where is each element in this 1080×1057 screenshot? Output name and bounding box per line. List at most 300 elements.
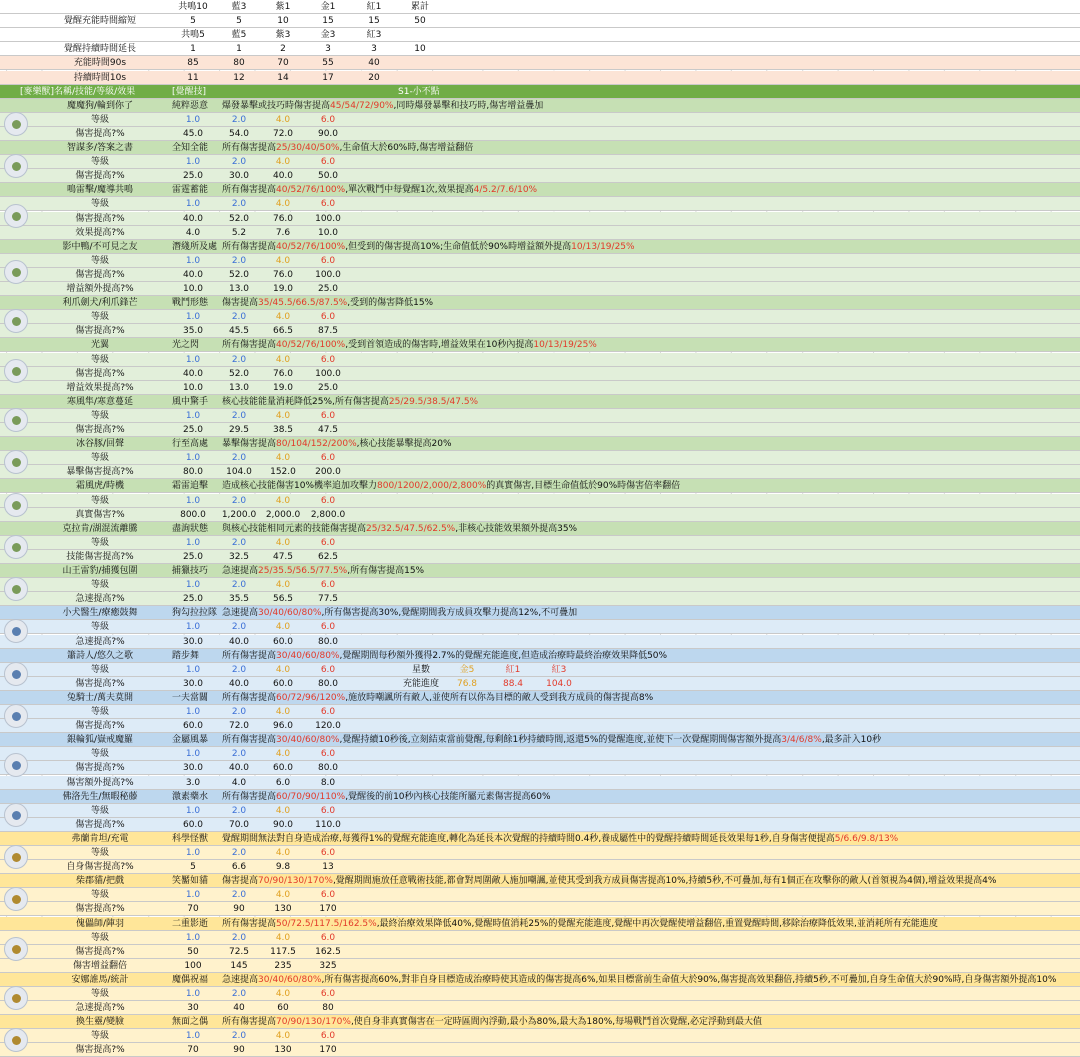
stat-cell[interactable]: 6.6 <box>231 862 247 873</box>
stat-cell[interactable]: 90 <box>233 1045 245 1056</box>
level-cell[interactable]: 4.0 <box>275 312 291 323</box>
monster-name[interactable]: 柴郡貓/把戲 <box>75 876 125 887</box>
stat-label[interactable]: 暴擊傷害提高?% <box>66 467 134 478</box>
stat-cell[interactable]: 80.0 <box>182 467 204 478</box>
value-cell[interactable]: 3 <box>325 44 331 55</box>
level-label[interactable]: 等級 <box>90 157 109 168</box>
skill-desc[interactable] <box>222 141 473 155</box>
stat-label[interactable]: 傷害提高?% <box>75 213 125 224</box>
stat-cell[interactable]: 62.5 <box>317 551 339 562</box>
stat-cell[interactable]: 25.0 <box>317 284 339 294</box>
value-cell[interactable]: 85 <box>187 58 199 69</box>
monster-name[interactable]: 利爪劍犬/利爪鋒芒 <box>62 298 138 309</box>
level-cell[interactable]: 2.0 <box>231 255 247 266</box>
skill-desc[interactable] <box>222 973 1056 987</box>
stat-label[interactable]: 傷害提高?% <box>75 171 125 182</box>
level-label[interactable]: 等級 <box>90 932 109 943</box>
skill-desc[interactable] <box>222 437 452 451</box>
stat-cell[interactable]: 87.5 <box>317 326 339 337</box>
value-cell[interactable]: 3 <box>371 44 377 55</box>
level-cell[interactable]: 4.0 <box>275 932 291 943</box>
level-cell[interactable]: 1.0 <box>185 890 201 901</box>
stat-cell[interactable]: 2,000.0 <box>265 509 301 520</box>
monster-name[interactable]: 傀儡師/陣羽 <box>75 918 125 929</box>
value-cell[interactable]: 藍5 <box>231 30 247 41</box>
value-cell[interactable]: 10 <box>414 44 426 55</box>
value-cell[interactable]: 紅1 <box>366 2 382 12</box>
stat-cell[interactable]: 47.5 <box>317 425 339 435</box>
skill-desc[interactable] <box>222 564 424 578</box>
stat-cell[interactable]: 10.0 <box>182 284 204 294</box>
value-cell[interactable]: 55 <box>322 58 334 69</box>
stat-label[interactable]: 自身傷害提高?% <box>66 862 134 873</box>
level-cell[interactable]: 2.0 <box>231 989 247 999</box>
stat-label[interactable]: 傷害提高?% <box>75 721 125 732</box>
level-cell[interactable]: 1.0 <box>185 255 201 266</box>
stat-cell[interactable]: 56.5 <box>272 594 294 605</box>
level-cell[interactable]: 6.0 <box>320 749 336 760</box>
monster-name[interactable]: 換生靈/變臉 <box>75 1017 125 1028</box>
level-cell[interactable]: 4.0 <box>275 749 291 760</box>
skill-name[interactable]: 二重影逝 <box>172 918 209 929</box>
level-cell[interactable]: 2.0 <box>231 580 247 591</box>
skill-name[interactable]: 捕獵技巧 <box>172 566 209 576</box>
skill-name[interactable]: 無面之偶 <box>172 1017 209 1028</box>
stat-cell[interactable]: 76.0 <box>272 269 294 280</box>
skill-name[interactable]: 行至高處 <box>172 439 209 450</box>
level-cell[interactable]: 2.0 <box>231 664 247 675</box>
stat-cell[interactable]: 60.0 <box>272 678 294 689</box>
stat-cell[interactable]: 72.5 <box>228 946 250 957</box>
level-cell[interactable]: 4.0 <box>275 848 291 858</box>
level-cell[interactable]: 4.0 <box>275 664 291 675</box>
row-label[interactable]: 覺醒持續時間延長 <box>63 44 136 55</box>
stat-cell[interactable]: 66.5 <box>272 326 294 337</box>
stat-cell[interactable]: 120.0 <box>315 721 341 732</box>
stat-label[interactable]: 傷害增益翻倍 <box>72 960 127 971</box>
stat-cell[interactable]: 25.0 <box>182 425 204 435</box>
stat-label[interactable]: 增益效果提高?% <box>66 382 134 393</box>
stat-cell[interactable]: 50.0 <box>317 171 339 182</box>
value-cell[interactable]: 14 <box>277 72 289 83</box>
stat-cell[interactable]: 80.0 <box>317 636 339 647</box>
value-cell[interactable]: 1 <box>190 44 196 55</box>
stat-cell[interactable]: 30.0 <box>182 763 204 774</box>
level-cell[interactable]: 1.0 <box>185 1031 201 1042</box>
level-cell[interactable]: 6.0 <box>320 580 336 591</box>
stat-label[interactable]: 效果提高?% <box>75 227 125 238</box>
row-label[interactable]: 持續時間10s <box>73 72 127 83</box>
stat-cell[interactable]: 130 <box>274 904 292 915</box>
stat-cell[interactable]: 50 <box>187 946 199 957</box>
stat-label[interactable]: 傷害提高?% <box>75 1045 125 1056</box>
level-cell[interactable]: 2.0 <box>231 805 247 816</box>
stat-cell[interactable]: 29.5 <box>228 425 250 435</box>
level-cell[interactable]: 6.0 <box>320 199 336 210</box>
level-cell[interactable]: 6.0 <box>320 622 336 633</box>
stat-label[interactable]: 傷害提高?% <box>75 128 125 139</box>
stat-cell[interactable]: 76.0 <box>272 213 294 224</box>
row-label[interactable]: 充能時間90s <box>73 58 127 69</box>
monster-name[interactable]: 光翼 <box>90 340 109 351</box>
value-cell[interactable]: 1 <box>236 44 242 55</box>
stat-cell[interactable]: 13.0 <box>228 284 250 294</box>
charge-value[interactable]: 88.4 <box>502 678 524 689</box>
skill-desc[interactable] <box>222 790 551 804</box>
stat-cell[interactable]: 1,200.0 <box>221 509 257 520</box>
stat-cell[interactable]: 80.0 <box>317 763 339 774</box>
stat-cell[interactable]: 40.0 <box>228 763 250 774</box>
level-label[interactable]: 等級 <box>90 890 109 901</box>
charge-value[interactable]: 76.8 <box>456 678 478 689</box>
stat-cell[interactable]: 72.0 <box>228 721 250 732</box>
value-cell[interactable]: 紅3 <box>366 30 382 41</box>
level-label[interactable]: 等級 <box>90 255 109 266</box>
stat-cell[interactable]: 40.0 <box>182 213 204 224</box>
level-cell[interactable]: 2.0 <box>231 1031 247 1042</box>
stat-cell[interactable]: 162.5 <box>315 946 341 957</box>
level-cell[interactable]: 1.0 <box>185 199 201 210</box>
level-cell[interactable]: 1.0 <box>185 453 201 464</box>
monster-name[interactable]: 佛洛先生/無暇秘藤 <box>62 791 138 802</box>
skill-name[interactable]: 霜雷追擊 <box>172 481 209 492</box>
stat-cell[interactable]: 130 <box>274 1045 292 1056</box>
level-cell[interactable]: 2.0 <box>231 537 247 548</box>
level-cell[interactable]: 6.0 <box>320 707 336 717</box>
stat-cell[interactable]: 70 <box>187 904 199 915</box>
stat-cell[interactable]: 13.0 <box>228 382 250 393</box>
stat-cell[interactable]: 30 <box>187 1003 199 1014</box>
value-cell[interactable]: 金1 <box>320 2 336 12</box>
skill-name[interactable]: 戰鬥形態 <box>172 298 209 309</box>
stat-cell[interactable]: 40.0 <box>228 678 250 689</box>
stat-cell[interactable]: 6.0 <box>275 777 291 788</box>
level-cell[interactable]: 1.0 <box>185 410 201 421</box>
stat-cell[interactable]: 800.0 <box>180 509 206 520</box>
level-label[interactable]: 等級 <box>90 749 109 760</box>
stat-cell[interactable]: 152.0 <box>270 467 296 478</box>
level-cell[interactable]: 4.0 <box>275 354 291 365</box>
skill-name[interactable]: 雷霆蓄能 <box>172 185 209 196</box>
level-label[interactable]: 等級 <box>90 537 109 548</box>
stat-cell[interactable]: 90.0 <box>272 819 294 830</box>
stat-cell[interactable]: 52.0 <box>228 213 250 224</box>
stat-cell[interactable]: 4.0 <box>185 227 201 238</box>
stat-label[interactable]: 傷害提高?% <box>75 819 125 830</box>
stat-cell[interactable]: 117.5 <box>270 946 296 957</box>
value-cell[interactable]: 12 <box>233 72 245 83</box>
level-cell[interactable]: 6.0 <box>320 805 336 816</box>
skill-name[interactable]: 全知全能 <box>172 143 209 153</box>
stat-cell[interactable]: 30.0 <box>182 636 204 647</box>
value-cell[interactable]: 17 <box>322 72 334 83</box>
stat-cell[interactable]: 7.6 <box>275 227 291 238</box>
stat-cell[interactable]: 25.0 <box>182 171 204 182</box>
level-cell[interactable]: 4.0 <box>275 1031 291 1042</box>
stat-cell[interactable]: 40 <box>233 1003 245 1014</box>
stat-cell[interactable]: 200.0 <box>315 467 341 478</box>
skill-desc[interactable] <box>222 479 680 493</box>
skill-desc[interactable] <box>222 832 898 846</box>
level-label[interactable]: 等級 <box>90 1031 109 1042</box>
level-cell[interactable]: 2.0 <box>231 354 247 365</box>
monster-name[interactable]: 影中鴨/不可見之友 <box>62 241 138 252</box>
skill-desc[interactable] <box>222 733 881 747</box>
skill-name[interactable]: 風中驚手 <box>172 396 209 407</box>
star-tier[interactable]: 紅1 <box>505 664 521 675</box>
stat-cell[interactable]: 100.0 <box>315 368 341 379</box>
stat-cell[interactable]: 60.0 <box>182 721 204 732</box>
stat-cell[interactable]: 70 <box>187 1045 199 1056</box>
level-cell[interactable]: 1.0 <box>185 664 201 675</box>
skill-desc[interactable] <box>222 296 433 310</box>
stat-label[interactable]: 傷害提高?% <box>75 763 125 774</box>
skill-name[interactable]: 魔偶祝福 <box>172 974 209 985</box>
level-label[interactable]: 等級 <box>90 848 109 858</box>
skill-name[interactable]: 笑靨如貓 <box>172 876 209 887</box>
stat-cell[interactable]: 170 <box>319 904 337 915</box>
monster-name[interactable]: 智謀多/答案之書 <box>66 143 134 153</box>
level-label[interactable]: 等級 <box>90 312 109 323</box>
level-cell[interactable]: 4.0 <box>275 580 291 591</box>
stat-cell[interactable]: 60 <box>277 1003 289 1014</box>
level-label[interactable]: 等級 <box>90 453 109 464</box>
value-cell[interactable]: 40 <box>368 58 380 69</box>
level-label[interactable]: 等級 <box>90 580 109 591</box>
level-cell[interactable]: 6.0 <box>320 114 336 125</box>
stat-cell[interactable]: 19.0 <box>272 284 294 294</box>
skill-desc[interactable] <box>222 395 478 409</box>
stat-cell[interactable]: 30.0 <box>228 171 250 182</box>
monster-name[interactable]: 簫詩人/悠久之歌 <box>66 650 134 661</box>
stat-cell[interactable]: 19.0 <box>272 382 294 393</box>
monster-name[interactable]: 弗蘭肯坦/充電 <box>71 833 129 844</box>
stat-cell[interactable]: 25.0 <box>182 551 204 562</box>
skill-name[interactable]: 盡詢狀態 <box>172 523 209 534</box>
value-cell[interactable]: 2 <box>280 44 286 55</box>
level-label[interactable]: 等級 <box>90 664 109 675</box>
level-cell[interactable]: 2.0 <box>231 312 247 323</box>
stat-cell[interactable]: 70.0 <box>228 819 250 830</box>
stat-cell[interactable]: 25.0 <box>317 382 339 393</box>
level-cell[interactable]: 6.0 <box>320 157 336 168</box>
level-cell[interactable]: 4.0 <box>275 707 291 717</box>
stat-cell[interactable]: 52.0 <box>228 269 250 280</box>
stat-cell[interactable]: 45.5 <box>228 326 250 337</box>
monster-name[interactable]: 魔魔狗/輪到你了 <box>66 100 134 111</box>
stat-cell[interactable]: 38.5 <box>272 425 294 435</box>
stat-cell[interactable]: 40.0 <box>182 368 204 379</box>
stat-cell[interactable]: 10.0 <box>182 382 204 393</box>
stat-label[interactable]: 急速提高?% <box>75 636 125 647</box>
level-label[interactable]: 等級 <box>90 622 109 633</box>
row-label[interactable]: 覺醒充能時間縮短 <box>63 16 136 27</box>
level-label[interactable]: 等級 <box>90 199 109 210</box>
value-cell[interactable]: 紫1 <box>275 2 291 12</box>
stat-label[interactable]: 傷害額外提高?% <box>66 777 134 788</box>
stat-label[interactable]: 急速提高?% <box>75 594 125 605</box>
level-cell[interactable]: 2.0 <box>231 890 247 901</box>
level-cell[interactable]: 6.0 <box>320 255 336 266</box>
level-cell[interactable]: 4.0 <box>275 453 291 464</box>
skill-desc[interactable] <box>222 1015 762 1029</box>
star-tier[interactable]: 紅3 <box>551 664 567 675</box>
stat-cell[interactable]: 5.2 <box>231 227 247 238</box>
level-cell[interactable]: 4.0 <box>275 989 291 999</box>
level-cell[interactable]: 6.0 <box>320 848 336 858</box>
value-cell[interactable]: 11 <box>187 72 199 83</box>
section-col-tier[interactable]: S1-小不點 <box>398 86 440 97</box>
level-cell[interactable]: 1.0 <box>185 580 201 591</box>
stat-cell[interactable]: 325 <box>319 960 337 971</box>
stat-cell[interactable]: 35.5 <box>228 594 250 605</box>
level-cell[interactable]: 1.0 <box>185 495 201 506</box>
skill-desc[interactable] <box>222 649 667 663</box>
stat-cell[interactable]: 80.0 <box>317 678 339 689</box>
value-cell[interactable]: 50 <box>414 16 426 27</box>
level-cell[interactable]: 6.0 <box>320 453 336 464</box>
monster-name[interactable]: 銀輪狐/嶽戒魔羅 <box>66 735 134 746</box>
stat-cell[interactable]: 45.0 <box>182 128 204 139</box>
skill-desc[interactable] <box>222 99 543 113</box>
level-cell[interactable]: 2.0 <box>231 622 247 633</box>
level-cell[interactable]: 1.0 <box>185 537 201 548</box>
level-cell[interactable]: 4.0 <box>275 410 291 421</box>
value-cell[interactable]: 70 <box>277 58 289 69</box>
skill-desc[interactable] <box>222 522 577 536</box>
level-cell[interactable]: 4.0 <box>275 255 291 266</box>
level-cell[interactable]: 2.0 <box>231 932 247 943</box>
level-cell[interactable]: 2.0 <box>231 495 247 506</box>
level-cell[interactable]: 1.0 <box>185 749 201 760</box>
level-cell[interactable]: 6.0 <box>320 664 336 675</box>
level-cell[interactable]: 2.0 <box>231 199 247 210</box>
stat-cell[interactable]: 145 <box>230 960 248 971</box>
level-label[interactable]: 等級 <box>90 354 109 365</box>
stat-label[interactable]: 增益額外提高?% <box>66 284 134 294</box>
stat-cell[interactable]: 30.0 <box>182 678 204 689</box>
stat-label[interactable]: 傷害提高?% <box>75 326 125 337</box>
stat-label[interactable]: 技能傷害提高?% <box>66 551 134 562</box>
level-cell[interactable]: 6.0 <box>320 537 336 548</box>
stat-cell[interactable]: 40.0 <box>228 636 250 647</box>
value-cell[interactable]: 10 <box>277 16 289 27</box>
stat-label[interactable]: 傷害提高?% <box>75 678 125 689</box>
level-cell[interactable]: 6.0 <box>320 312 336 323</box>
stat-cell[interactable]: 4.0 <box>231 777 247 788</box>
value-cell[interactable]: 累計 <box>410 2 429 12</box>
level-cell[interactable]: 4.0 <box>275 157 291 168</box>
stat-cell[interactable]: 90.0 <box>317 128 339 139</box>
level-cell[interactable]: 2.0 <box>231 453 247 464</box>
skill-desc[interactable] <box>222 240 635 254</box>
skill-name[interactable]: 潛綫所及處 <box>172 241 218 252</box>
stat-cell[interactable]: 60.0 <box>272 763 294 774</box>
value-cell[interactable]: 15 <box>368 16 380 27</box>
monster-name[interactable]: 安娜誰馬/統計 <box>71 974 129 985</box>
star-tier[interactable]: 金5 <box>459 664 475 675</box>
value-cell[interactable]: 共鳴5 <box>181 30 205 41</box>
level-label[interactable]: 等級 <box>90 805 109 816</box>
level-cell[interactable]: 1.0 <box>185 805 201 816</box>
skill-name[interactable]: 科學怪獸 <box>172 833 209 844</box>
level-cell[interactable]: 1.0 <box>185 354 201 365</box>
skill-desc[interactable] <box>222 606 577 620</box>
level-cell[interactable]: 2.0 <box>231 749 247 760</box>
stat-cell[interactable]: 40.0 <box>182 269 204 280</box>
stat-cell[interactable]: 100.0 <box>315 213 341 224</box>
skill-desc[interactable] <box>222 917 938 931</box>
level-label[interactable]: 等級 <box>90 114 109 125</box>
stat-label[interactable]: 傷害提高?% <box>75 946 125 957</box>
level-cell[interactable]: 1.0 <box>185 312 201 323</box>
level-cell[interactable]: 1.0 <box>185 707 201 717</box>
skill-name[interactable]: 一夫當關 <box>172 692 209 703</box>
level-cell[interactable]: 6.0 <box>320 354 336 365</box>
stat-label[interactable]: 傷害提高?% <box>75 368 125 379</box>
level-cell[interactable]: 4.0 <box>275 537 291 548</box>
level-cell[interactable]: 6.0 <box>320 989 336 999</box>
skill-desc[interactable] <box>222 691 653 705</box>
level-cell[interactable]: 2.0 <box>231 114 247 125</box>
monster-name[interactable]: 山王雷豹/捕獲包圍 <box>62 566 138 576</box>
value-cell[interactable]: 紫3 <box>275 30 291 41</box>
stat-cell[interactable]: 100.0 <box>315 269 341 280</box>
stat-cell[interactable]: 13 <box>322 862 334 873</box>
level-cell[interactable]: 1.0 <box>185 157 201 168</box>
level-cell[interactable]: 4.0 <box>275 622 291 633</box>
value-cell[interactable]: 5 <box>190 16 196 27</box>
level-label[interactable]: 等級 <box>90 707 109 717</box>
level-cell[interactable]: 1.0 <box>185 989 201 999</box>
stat-cell[interactable]: 100 <box>184 960 202 971</box>
stat-label[interactable]: 真實傷害?% <box>75 509 125 520</box>
monster-name[interactable]: 冰谷豚/回聲 <box>75 439 125 450</box>
value-cell[interactable]: 金3 <box>320 30 336 41</box>
stat-cell[interactable]: 32.5 <box>228 551 250 562</box>
skill-name[interactable]: 激素藥水 <box>172 791 209 802</box>
level-label[interactable]: 等級 <box>90 410 109 421</box>
stat-cell[interactable]: 60.0 <box>272 636 294 647</box>
stat-cell[interactable]: 235 <box>274 960 292 971</box>
stat-cell[interactable]: 5 <box>190 862 196 873</box>
value-cell[interactable]: 5 <box>236 16 242 27</box>
level-cell[interactable]: 6.0 <box>320 932 336 943</box>
stat-cell[interactable]: 76.0 <box>272 368 294 379</box>
monster-name[interactable]: 鳴雷擊/魔導共鳴 <box>66 185 134 196</box>
level-cell[interactable]: 1.0 <box>185 848 201 858</box>
skill-name[interactable]: 光之閃 <box>172 340 200 351</box>
charge-value[interactable]: 104.0 <box>546 678 572 689</box>
stat-cell[interactable]: 25.0 <box>182 594 204 605</box>
level-cell[interactable]: 2.0 <box>231 157 247 168</box>
level-cell[interactable]: 4.0 <box>275 805 291 816</box>
level-cell[interactable]: 4.0 <box>275 890 291 901</box>
monster-name[interactable]: 霜風虎/時機 <box>75 481 125 492</box>
stat-cell[interactable]: 3.0 <box>185 777 201 788</box>
charge-label[interactable]: 充能進度 <box>402 678 439 689</box>
level-cell[interactable]: 2.0 <box>231 848 247 858</box>
level-cell[interactable]: 1.0 <box>185 114 201 125</box>
stat-cell[interactable]: 96.0 <box>272 721 294 732</box>
stat-cell[interactable]: 90 <box>233 904 245 915</box>
level-cell[interactable]: 6.0 <box>320 890 336 901</box>
stat-cell[interactable]: 52.0 <box>228 368 250 379</box>
skill-desc[interactable] <box>222 338 597 352</box>
monster-name[interactable]: 克拉肯/湖混流離騰 <box>62 523 138 534</box>
monster-name[interactable]: 寒風隼/寒意蔓延 <box>66 396 134 407</box>
skill-name[interactable]: 純粹惡意 <box>172 100 209 111</box>
